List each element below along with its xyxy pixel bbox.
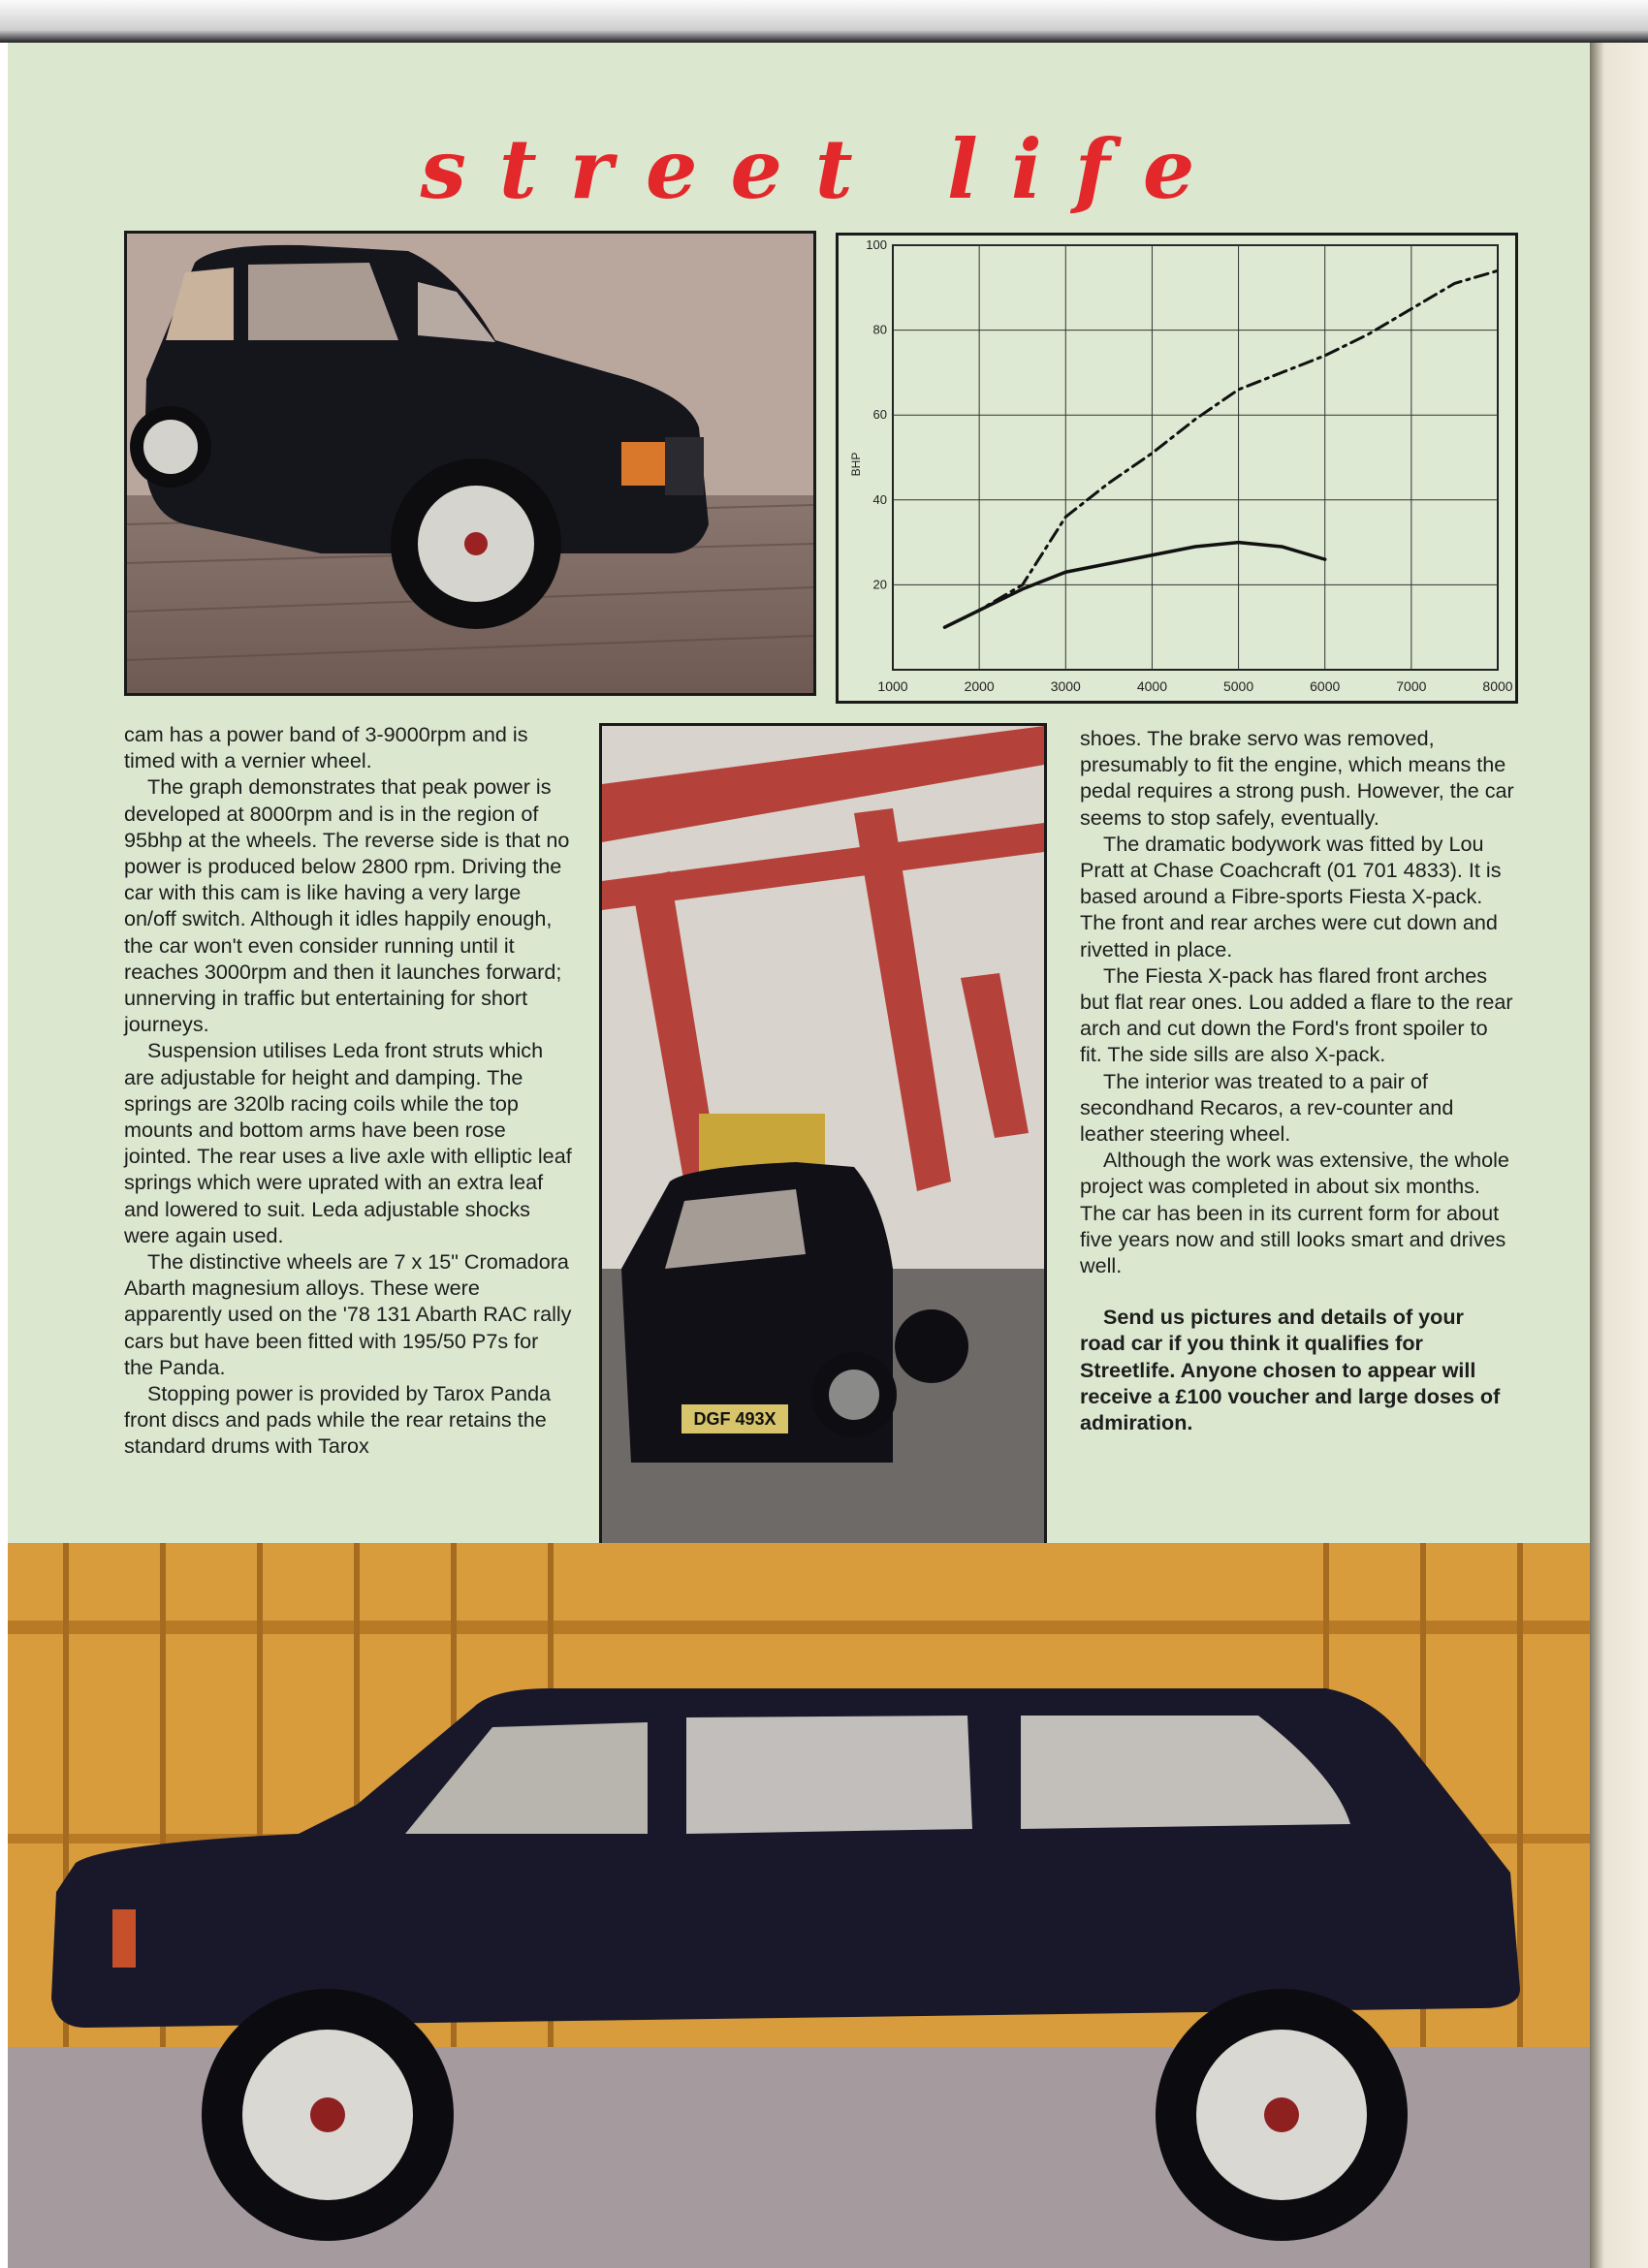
x-tick-label: 8000 (1482, 678, 1513, 694)
article-paragraph: The graph demonstrates that peak power is developed at 8000rpm and is in the region of 95bhp at the wheels. The reverse side is that no power is produced below 2800 rpm. Driving the car with this cam is like having a very large on/off switch. Although it idles happily enough, the car won't even consider running until it reaches 3000rpm and then it launches forward; unnerving in traffic but entertaining for short journeys. (124, 774, 570, 1037)
x-tick-label: 7000 (1396, 678, 1427, 694)
scan-top-edge (0, 0, 1648, 43)
article-paragraph: The Fiesta X-pack has flared front arches but flat rear ones. Lou added a flare to the rear arch and cut down the Ford's front spoiler to fit. The side sills are also X-pack. (1080, 962, 1513, 1067)
article-paragraph: Although the work was extensive, the whole project was completed in about six months. The car has been in its current form for about five years now and still looks smart and drives well. (1080, 1148, 1509, 1278)
y-tick-label: 60 (872, 407, 887, 423)
chart-grid (893, 245, 1498, 670)
y-tick-label: 100 (866, 237, 887, 252)
chart-series (944, 270, 1498, 627)
y-tick-label: 80 (872, 322, 887, 337)
number-plate: DGF 493X (693, 1409, 776, 1429)
power-curve-svg (839, 236, 1515, 701)
x-tick-label: 1000 (877, 678, 908, 694)
x-tick-label: 3000 (1050, 678, 1081, 694)
car-side-profile-photo (8, 1543, 1590, 2268)
article-paragraph: Stopping power is provided by Tarox Panda front discs and pads while the rear retains the standard drums with Tarox (124, 1381, 552, 1459)
car-front-three-quarter-photo (124, 231, 816, 696)
reader-submission-callout: Send us pictures and details of your road car if you think it qualifies for Streetlife. Anyone chosen to appear will receive a £100 voucher and large doses of admiration. (1080, 1305, 1501, 1435)
article-paragraph: The dramatic bodywork was fitted by Lou Pratt at Chase Coachcraft (01 701 4833). It is based around a Fibre-sports Fiesta X-pack. The front and rear arches were cut down and rivetted in place. (1080, 831, 1502, 961)
x-tick-label: 2000 (964, 678, 995, 694)
article-paragraph: The distinctive wheels are 7 x 15" Cromadora Abarth magnesium alloys. These were apparently used on the '78 131 Abarth RAC rally cars but have been fitted with 195/50 P7s for the Panda. (124, 1249, 572, 1379)
x-tick-label: 6000 (1310, 678, 1341, 694)
x-tick-label: 4000 (1136, 678, 1168, 694)
section-headline: street life (420, 121, 1228, 217)
article-column-left (124, 721, 572, 1460)
x-tick-label: 5000 (1222, 678, 1254, 694)
series-line-dash-dot (944, 270, 1498, 627)
scan-right-edge (1590, 43, 1648, 2268)
power-curve-chart (836, 233, 1518, 704)
y-tick-label: 20 (872, 577, 887, 592)
y-tick-label: 40 (872, 491, 887, 507)
plot-frame (893, 245, 1498, 670)
article-paragraph: shoes. The brake servo was removed, presumably to fit the engine, which means the pedal requires a strong push. However, the car seems to stop safely, eventually. (1080, 726, 1514, 830)
chart-y-axis-label: BHP (849, 452, 863, 477)
article-paragraph: Suspension utilises Leda front struts which are adjustable for height and damping. The springs are 320lb racing coils while the top mounts and bottom arms have been rose jointed. The rear uses a live axle with elliptic leaf springs which were uprated with an extra leaf and lowered to suit. Leda adjustable shocks were again used. (124, 1038, 572, 1247)
article-paragraph: The interior was treated to a pair of secondhand Recaros, a rev-counter and leather steering wheel. (1080, 1068, 1454, 1147)
article-paragraph: cam has a power band of 3-9000rpm and is timed with a vernier wheel. (124, 722, 528, 773)
article-column-right (1080, 725, 1514, 1435)
car-under-crane-photo (599, 723, 1047, 1582)
